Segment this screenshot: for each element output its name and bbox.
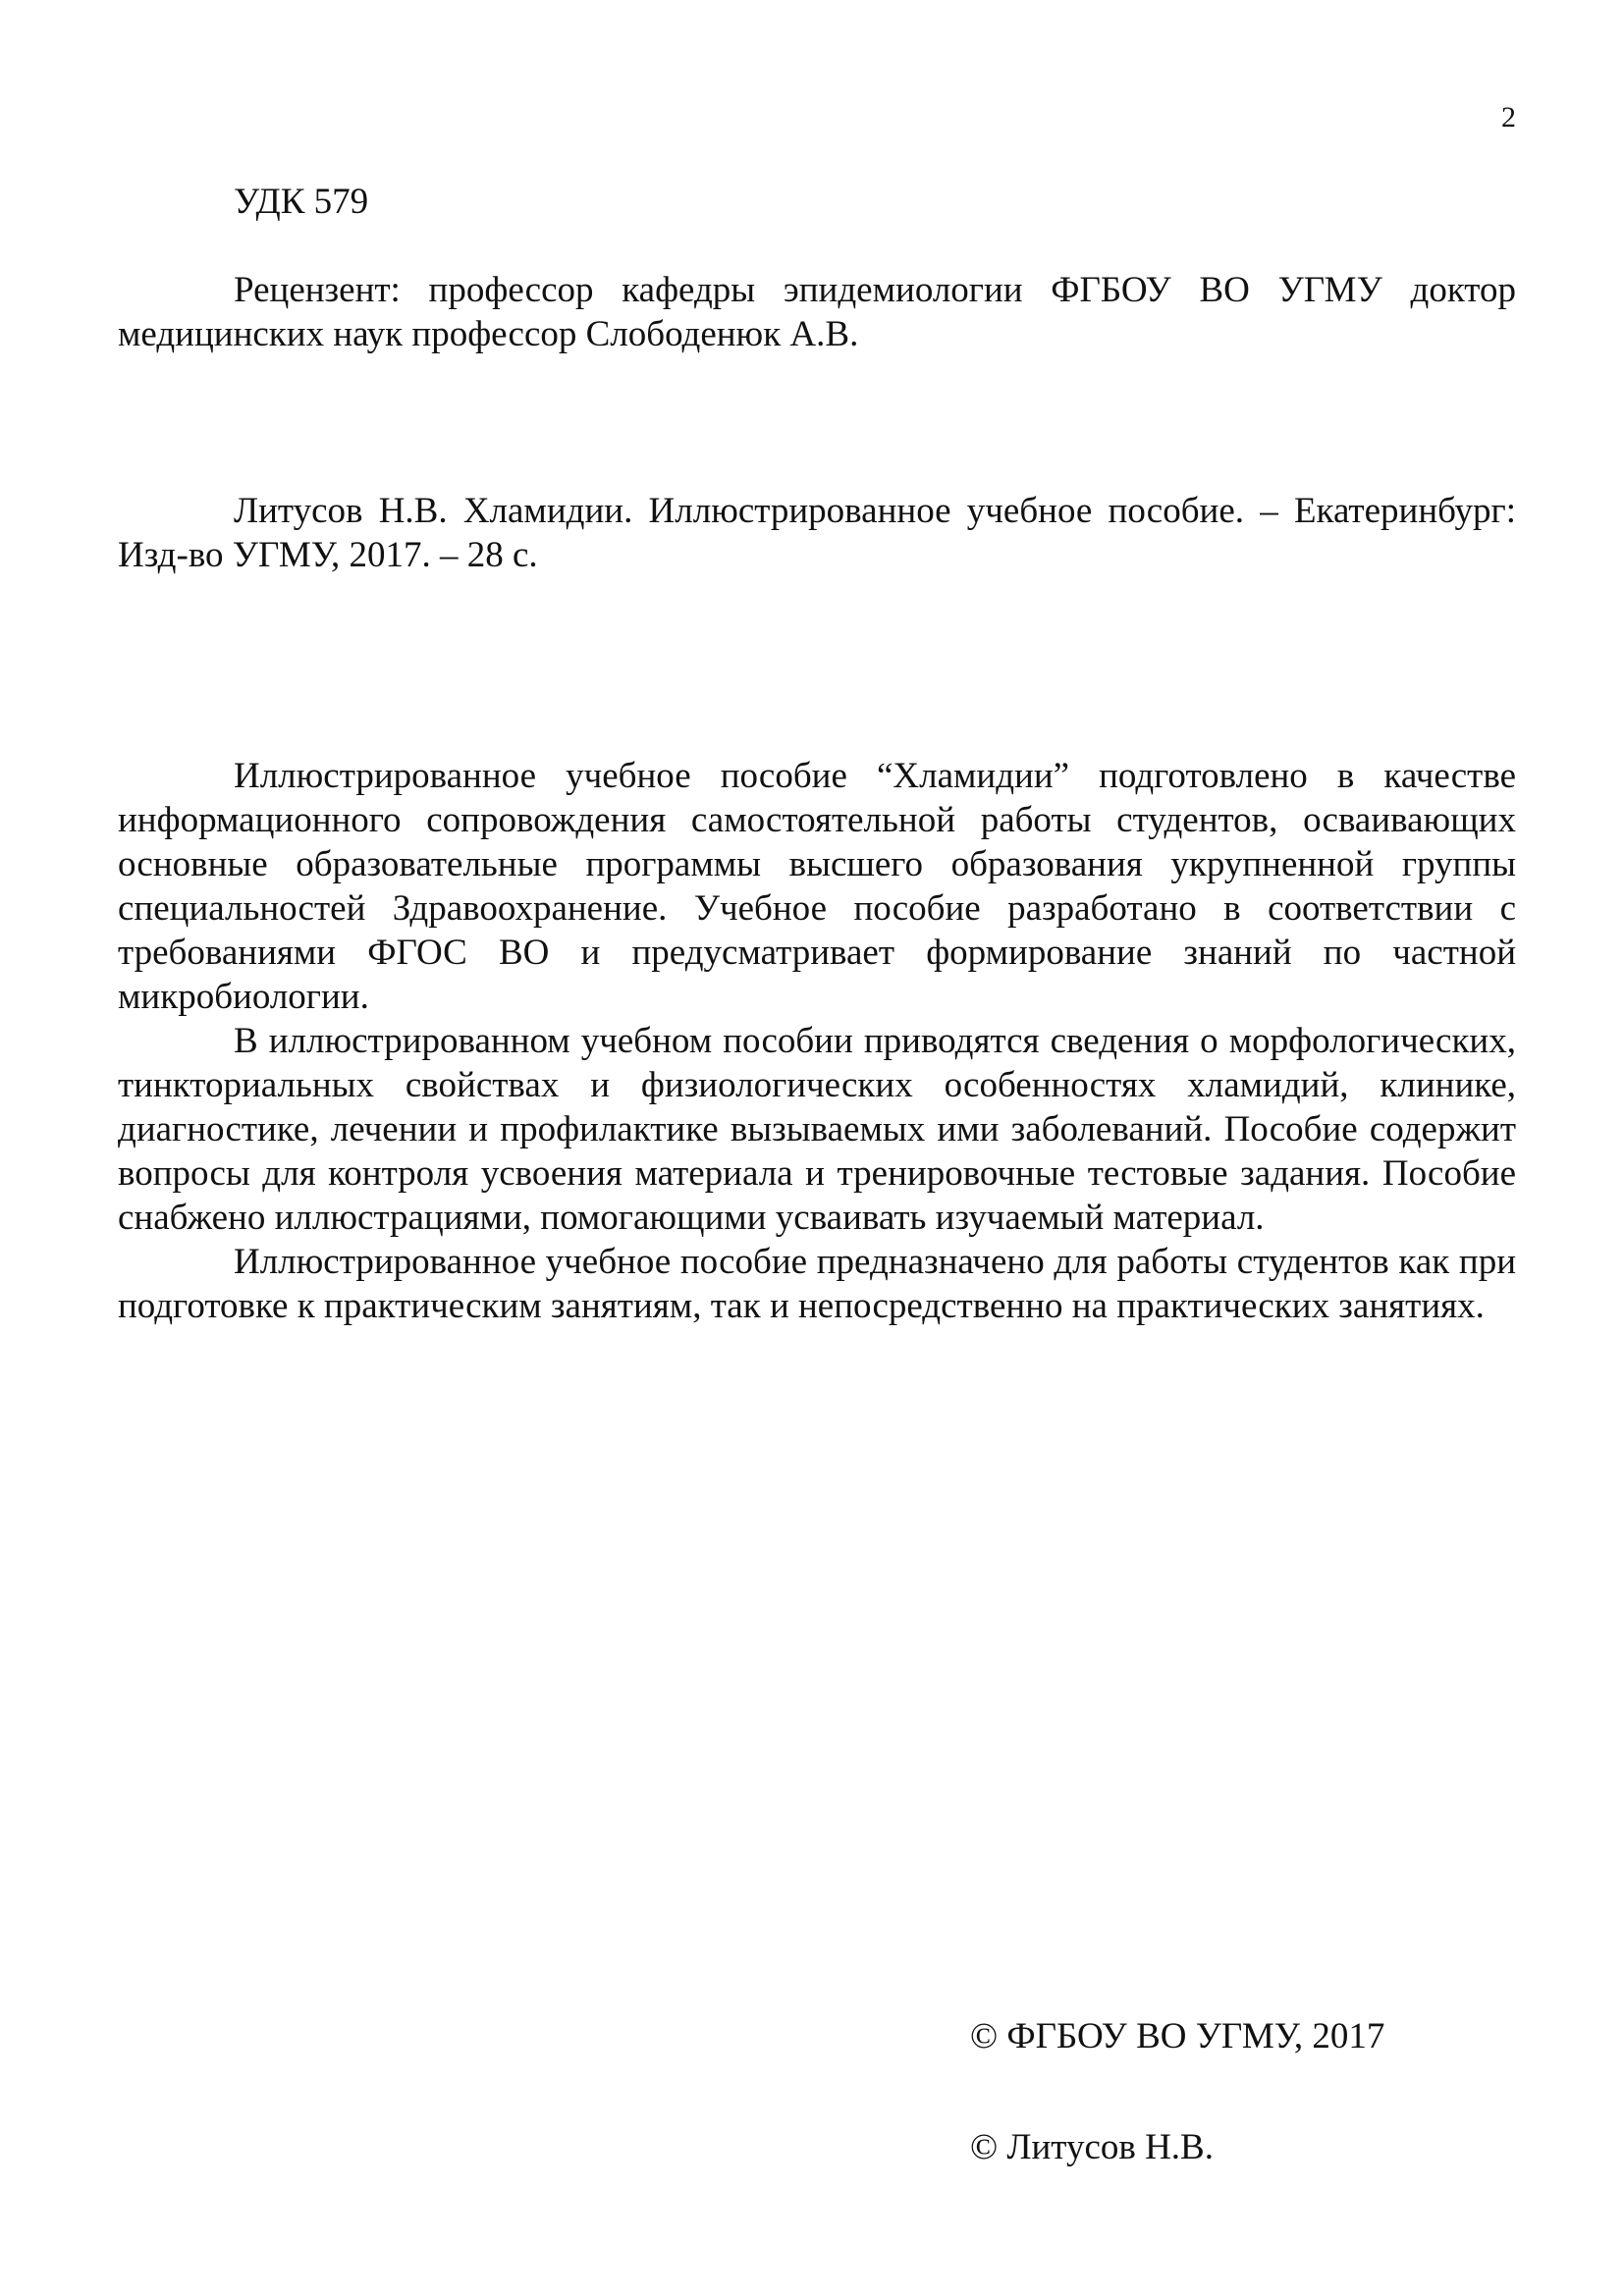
page-number: 2 xyxy=(1501,101,1516,133)
reviewer-text: Рецензент: профессор кафедры эпидемиологии ФГБОУ ВО УГМУ доктор медицинских наук профессор Слободенюк А.В. xyxy=(118,270,1516,354)
citation-text: Литусов Н.В. Хламидии. Иллюстрированное учебное пособие. – Екатеринбург: Изд-во УГМУ, 2017. – 28 с. xyxy=(118,491,1516,575)
reviewer-block xyxy=(118,268,1516,356)
annotation-paragraph: Иллюстрированное учебное пособие “Хламидии” подготовлено в качестве информационного сопровождения самостоятельной работы студентов, осваивающих основные образовательные программы высшего образования укрупненной группы специальностей Здравоохранение. Учебное пособие разработано в соответствии с требованиями ФГОС ВО и предусматривает формирование знаний по частной микробиологии. xyxy=(118,756,1516,1017)
bibliographic-citation xyxy=(118,489,1516,577)
annotation-block xyxy=(118,754,1516,1328)
copyright-author: © Литусов Н.В. xyxy=(970,2127,1214,2167)
udc-code: УДК 579 xyxy=(234,182,369,222)
copyright-university: © ФГБОУ ВО УГМУ, 2017 xyxy=(970,2016,1385,2056)
annotation-paragraph: Иллюстрированное учебное пособие предназначено для работы студентов как при подготовке к практическим занятиям, так и непосредственно на практических занятиях. xyxy=(118,1242,1516,1326)
annotation-paragraph: В иллюстрированном учебном пособии приводятся сведения о морфологических, тинкториальных свойствах и физиологических особенностях хламидий, клинике, диагностике, лечении и профилактике вызываемых ими заболеваний. Пособие содержит вопросы для контроля усвоения материала и тренировочные тестовые задания. Пособие снабжено иллюстрациями, помогающими усваивать изучаемый материал. xyxy=(118,1021,1516,1238)
